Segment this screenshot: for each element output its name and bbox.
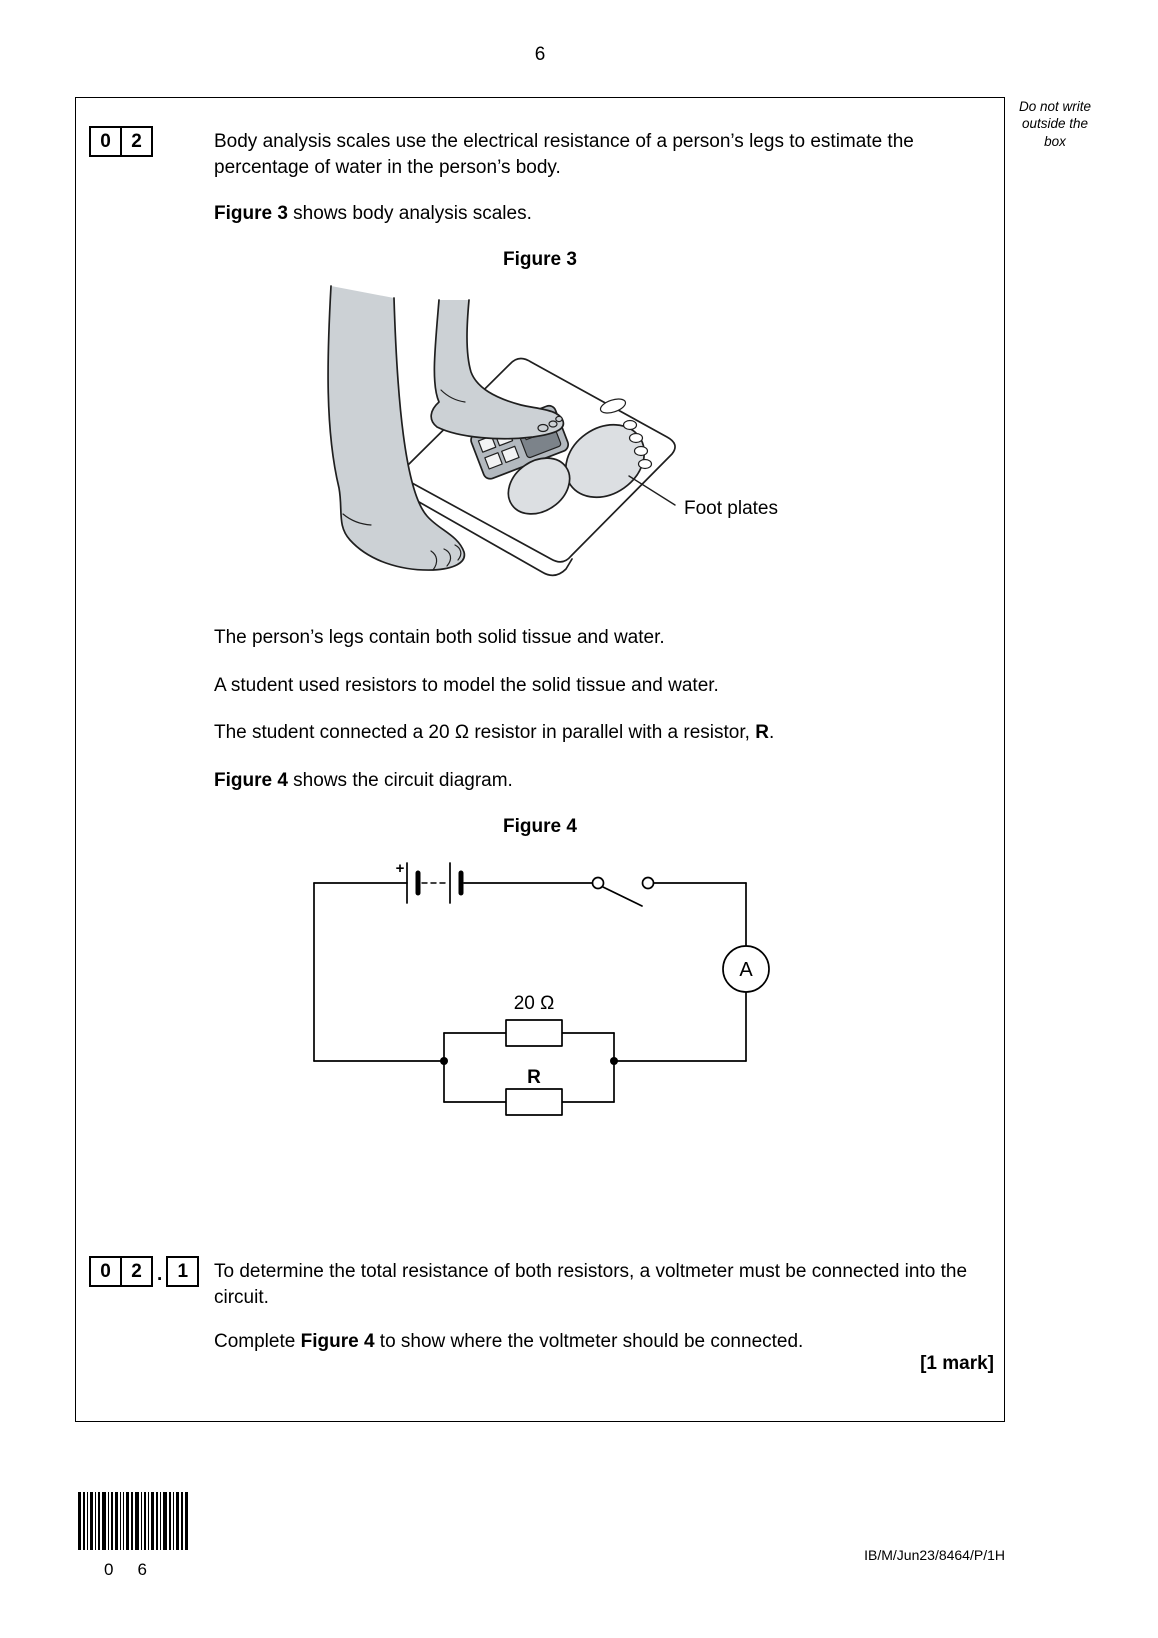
question-number-digit: 2 <box>120 1256 153 1287</box>
switch-symbol <box>593 878 654 907</box>
q2-para-connected <box>214 720 1009 746</box>
resistor-r-reference: R <box>755 722 769 743</box>
barcode-bars <box>78 1492 188 1552</box>
q2-figure4-sentence <box>214 768 1009 794</box>
question-2-number <box>89 126 153 157</box>
battery-symbol <box>407 863 461 903</box>
resistor-20ohm-box <box>506 1020 562 1046</box>
margin-note-line: box <box>1044 133 1066 149</box>
margin-note-line: Do not write <box>1018 99 1092 114</box>
ammeter-label: A <box>739 959 753 981</box>
q21-complete-pre: Complete <box>214 1331 301 1352</box>
figure4-reference: Figure 4 <box>214 770 288 791</box>
q2-para-tissue: The person’s legs contain both solid tissue and water. <box>214 627 665 648</box>
question-number-digit: 0 <box>89 1256 122 1287</box>
q2-para-student: A student used resistors to model the solid tissue and water. <box>214 675 719 696</box>
junction-dot <box>440 1057 448 1065</box>
q21-complete-sentence <box>214 1329 1009 1355</box>
barcode-digit: 6 <box>137 1560 147 1579</box>
barcode-digits <box>78 1560 188 1580</box>
figure4-reference: Figure 4 <box>300 1331 375 1352</box>
paper-reference: IB/M/Jun23/8464/P/1H <box>864 1547 1005 1563</box>
figure3-title: Figure 3 <box>503 249 577 270</box>
figure4-title: Figure 4 <box>503 816 577 837</box>
question-number-digit: 1 <box>166 1256 199 1287</box>
figure3-reference: Figure 3 <box>214 203 288 224</box>
resistor-r-label: R <box>527 1067 541 1088</box>
barcode-digit: 0 <box>104 1560 114 1579</box>
q2-para-connected-pre: The student connected a 20 Ω resistor in parallel with a resistor, <box>214 722 756 743</box>
figure3-illustration <box>281 278 811 618</box>
question-2-1-number <box>89 1256 199 1287</box>
margin-note-line: outside the <box>1021 116 1089 132</box>
barcode <box>78 1492 188 1580</box>
foot-plates-label: Foot plates <box>684 498 778 519</box>
q2-figure3-sentence-rest: shows body analysis scales. <box>287 203 532 224</box>
junction-dot <box>610 1057 618 1065</box>
question-frame <box>75 97 1005 1422</box>
page-number: 6 <box>534 44 546 65</box>
battery-plus-label: + <box>395 860 405 877</box>
question-number-digit: 2 <box>120 126 153 157</box>
figure4-circuit-diagram <box>301 856 771 1126</box>
q2-para-connected-post: . <box>768 722 775 743</box>
q2-intro-text: Body analysis scales use the electrical resistance of a person’s legs to estimate the percentage of water in the person’s body. <box>214 131 914 178</box>
resistor-20ohm-label: 20 Ω <box>513 993 555 1014</box>
question-number-separator: . <box>157 1264 163 1285</box>
marks-label: [1 mark] <box>920 1353 994 1374</box>
q21-text: To determine the total resistance of both resistors, a voltmeter must be connected into the circuit. <box>214 1261 968 1308</box>
q2-figure3-sentence <box>214 201 1009 227</box>
q21-complete-post: to show where the voltmeter should be connected. <box>374 1331 804 1352</box>
resistor-r-box <box>506 1089 562 1115</box>
margin-note <box>1010 98 1100 150</box>
q2-figure4-sentence-rest: shows the circuit diagram. <box>287 770 513 791</box>
question-number-digit: 0 <box>89 126 122 157</box>
